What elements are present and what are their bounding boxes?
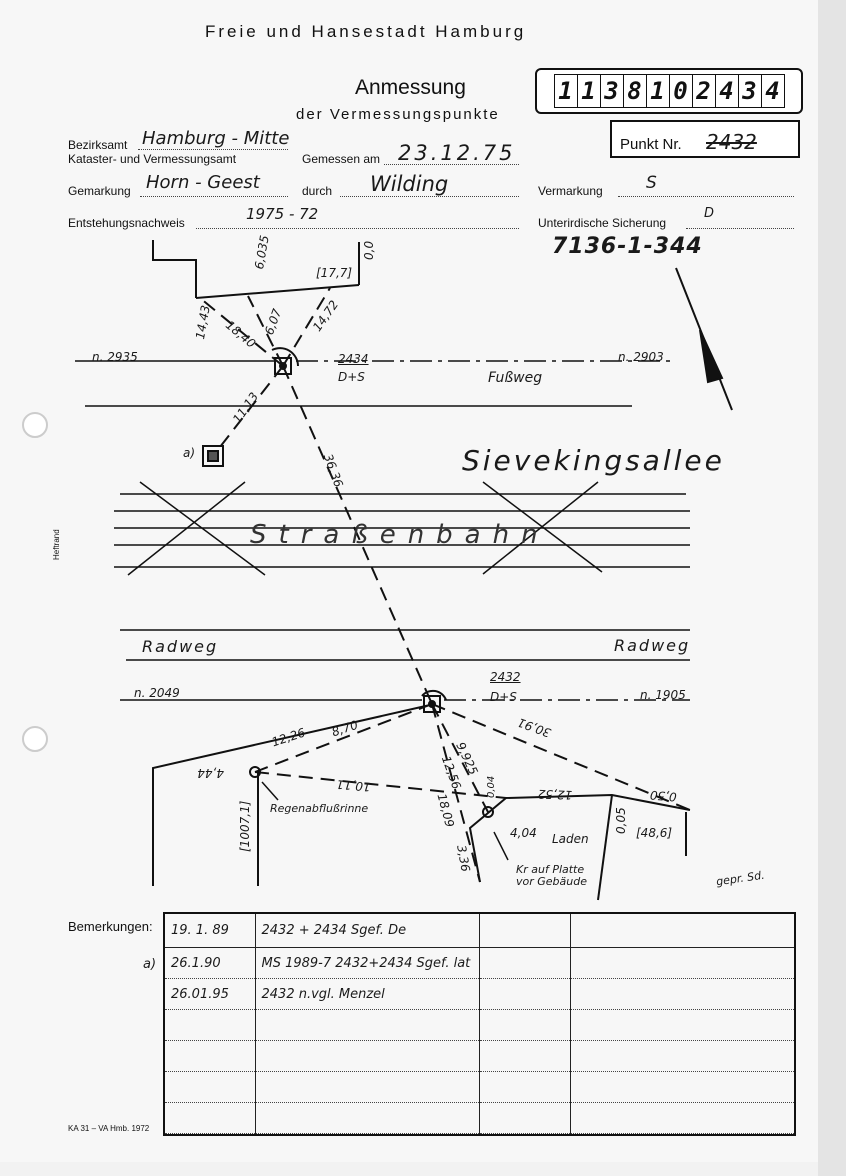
measure-3636: 36,36 <box>320 452 346 490</box>
document-number-digit: 4 <box>761 75 784 107</box>
remarks-empty-cell <box>570 1010 794 1041</box>
street-name: Sievekingsallee <box>462 444 725 477</box>
signature-note: gepr. Sd. <box>715 868 766 889</box>
regen-label: Regenabflußrinne <box>270 802 369 815</box>
remarks-text <box>255 1041 479 1072</box>
document-number-digit: 4 <box>715 75 738 107</box>
vermarkung-label: Vermarkung <box>538 184 603 198</box>
remarks-empty-cell <box>570 1072 794 1103</box>
remarks-date <box>165 1041 255 1072</box>
form-title: Anmessung <box>355 76 466 99</box>
form-code: KA 31 – VA Hmb. 1972 <box>68 1124 150 1133</box>
authority-title: Freie und Hansestadt Hamburg <box>205 22 527 41</box>
remarks-empty-cell <box>479 1072 570 1103</box>
radweg-left-label: Radweg <box>142 637 219 656</box>
radweg-right-label: Radweg <box>614 636 691 655</box>
point-2434-sub: D+S <box>338 370 365 384</box>
remarks-empty-cell <box>479 1010 570 1041</box>
measure-005: 0,05 <box>614 807 628 834</box>
remarks-empty-cell <box>479 1041 570 1072</box>
point-a-center <box>208 451 218 461</box>
kataster-label: Kataster- und Vermessungsamt <box>68 152 237 166</box>
measure-050: 0,50 <box>649 787 678 804</box>
measure-00: 0,0 <box>362 240 376 260</box>
unterirdisch-label: Unterirdische Sicherung <box>538 216 667 230</box>
regen-pointer <box>262 782 278 800</box>
remarks-label: Bemerkungen: <box>68 919 153 934</box>
remarks-row <box>165 914 794 948</box>
reference-number: 7136-1-344 <box>552 234 703 259</box>
measure-607: 6,07 <box>262 306 285 337</box>
fussweg-label: Fußweg <box>488 370 543 386</box>
remarks-row <box>165 1102 794 1133</box>
entstehung-label: Entstehungsnachweis <box>68 216 185 230</box>
bezirksamt-value: Hamburg - Mitte <box>142 128 290 149</box>
remarks-date: 19. 1. 89 <box>165 914 255 948</box>
remarks-row <box>165 1072 794 1103</box>
remarks-empty-cell <box>570 948 794 979</box>
punkt-value: 2432 <box>706 130 757 154</box>
building-front-top <box>196 285 359 298</box>
gemessen-label: Gemessen am <box>302 152 381 166</box>
bezirksamt-label: Bezirksamt <box>68 138 128 152</box>
remarks-empty-cell <box>570 1041 794 1072</box>
document-number-digit: 1 <box>558 77 573 105</box>
remarks-text <box>255 1010 479 1041</box>
remarks-date: 26.1.90 <box>165 948 255 979</box>
building-outline-top-left <box>153 240 196 298</box>
gemarkung-label: Gemarkung <box>68 184 131 198</box>
measure-6035: 6,035 <box>252 234 272 271</box>
remarks-row <box>165 948 794 979</box>
top-left-reference: n. 2935 <box>92 350 138 364</box>
entstehung-value: 1975 - 72 <box>246 205 319 223</box>
gemarkung-value: Horn - Geest <box>146 172 260 193</box>
remarks-empty-cell <box>570 1102 794 1133</box>
remarks-empty-cell <box>570 914 794 948</box>
remarks-empty-cell <box>479 1102 570 1133</box>
measure-870: 8,70 <box>330 717 360 740</box>
measure-004-small: 0,04 <box>486 775 497 798</box>
measure-1840: 18,40 <box>223 318 259 351</box>
bracket-486: [48,6] <box>636 826 673 840</box>
point-2432-label: 2432 <box>490 670 521 684</box>
kr-pointer <box>494 832 508 860</box>
remarks-row <box>165 979 794 1010</box>
form-subtitle: der Vermessungspunkte <box>296 106 500 123</box>
measure-1472: 14,72 <box>310 297 342 335</box>
shop-wall <box>598 795 612 900</box>
remarks-table <box>163 912 796 1136</box>
document-number-digit: 3 <box>600 75 623 107</box>
measure-1809: 18,09 <box>434 792 457 829</box>
durch-value: Wilding <box>370 172 449 196</box>
bracket-left: [1007,1] <box>238 800 252 852</box>
point-2432-sub: D+S <box>490 690 517 704</box>
point-2434-label: 2434 <box>338 352 369 366</box>
point-2434-center <box>280 363 286 369</box>
durch-label: durch <box>302 184 333 198</box>
remarks-text <box>255 1102 479 1133</box>
gemessen-value: 23.12.75 <box>398 141 516 165</box>
remarks-date <box>165 1072 255 1103</box>
unterirdisch-value: D <box>704 206 715 221</box>
document-number-digit: 1 <box>577 75 600 107</box>
measure-3091: 30,91 <box>515 715 553 740</box>
point-2432-center <box>429 701 435 707</box>
top-right-reference: n. 2903 <box>618 350 664 364</box>
remarks-date <box>165 1102 255 1133</box>
remarks-empty-cell <box>479 948 570 979</box>
remarks-text <box>255 1072 479 1103</box>
measure-1226: 12,26 <box>270 725 308 750</box>
measure-1256: 12,56 <box>438 754 464 792</box>
margin-note: Heftrand <box>52 529 61 560</box>
measure-1252: 12,52 <box>537 786 573 802</box>
remarks-row <box>165 1010 794 1041</box>
mid-right-reference: n. 1905 <box>640 688 686 702</box>
bracket-177: [17,7] <box>316 266 353 280</box>
remarks-date: 26.01.95 <box>165 979 255 1010</box>
measure-9925: 9,925 <box>453 740 481 778</box>
document-number-digit: 8 <box>623 75 646 107</box>
mid-left-reference: n. 2049 <box>134 686 180 700</box>
remarks-marker-a: a) <box>143 957 157 972</box>
remarks-row <box>165 1041 794 1072</box>
north-arrow-head <box>700 330 722 382</box>
remarks-text: 2432 n.vgl. Menzel <box>255 979 479 1010</box>
measure-1443: 14,43 <box>193 304 213 341</box>
remarks-empty-cell <box>570 979 794 1010</box>
remarks-empty-cell <box>479 914 570 948</box>
measure-1113: 11,13 <box>230 389 262 427</box>
remarks-text: MS 1989-7 2432+2434 Sgef. lat <box>255 948 479 979</box>
measure-336: 3,36 <box>454 844 473 873</box>
document-number-digit: 3 <box>738 75 761 107</box>
remarks-text: 2432 + 2434 Sgef. De <box>255 914 479 948</box>
vermarkung-value: S <box>646 173 657 193</box>
punkt-label: Punkt Nr. <box>620 136 682 153</box>
measure-404: 4,04 <box>510 826 537 840</box>
document-number-digit: 2 <box>692 75 715 107</box>
remarks-empty-cell <box>479 979 570 1010</box>
measure-1011: 10,11 <box>335 777 372 794</box>
remarks-date <box>165 1010 255 1041</box>
tram-label: Straßenbahn <box>250 520 550 550</box>
point-a-label: a) <box>183 446 196 460</box>
kr-note: Kr auf Platte vor Gebäude <box>516 863 587 888</box>
document-number-digit: 0 <box>669 75 692 107</box>
laden-label: Laden <box>552 832 589 846</box>
document-number-digit: 1 <box>646 75 669 107</box>
measure-444: 4,44 <box>197 766 224 780</box>
